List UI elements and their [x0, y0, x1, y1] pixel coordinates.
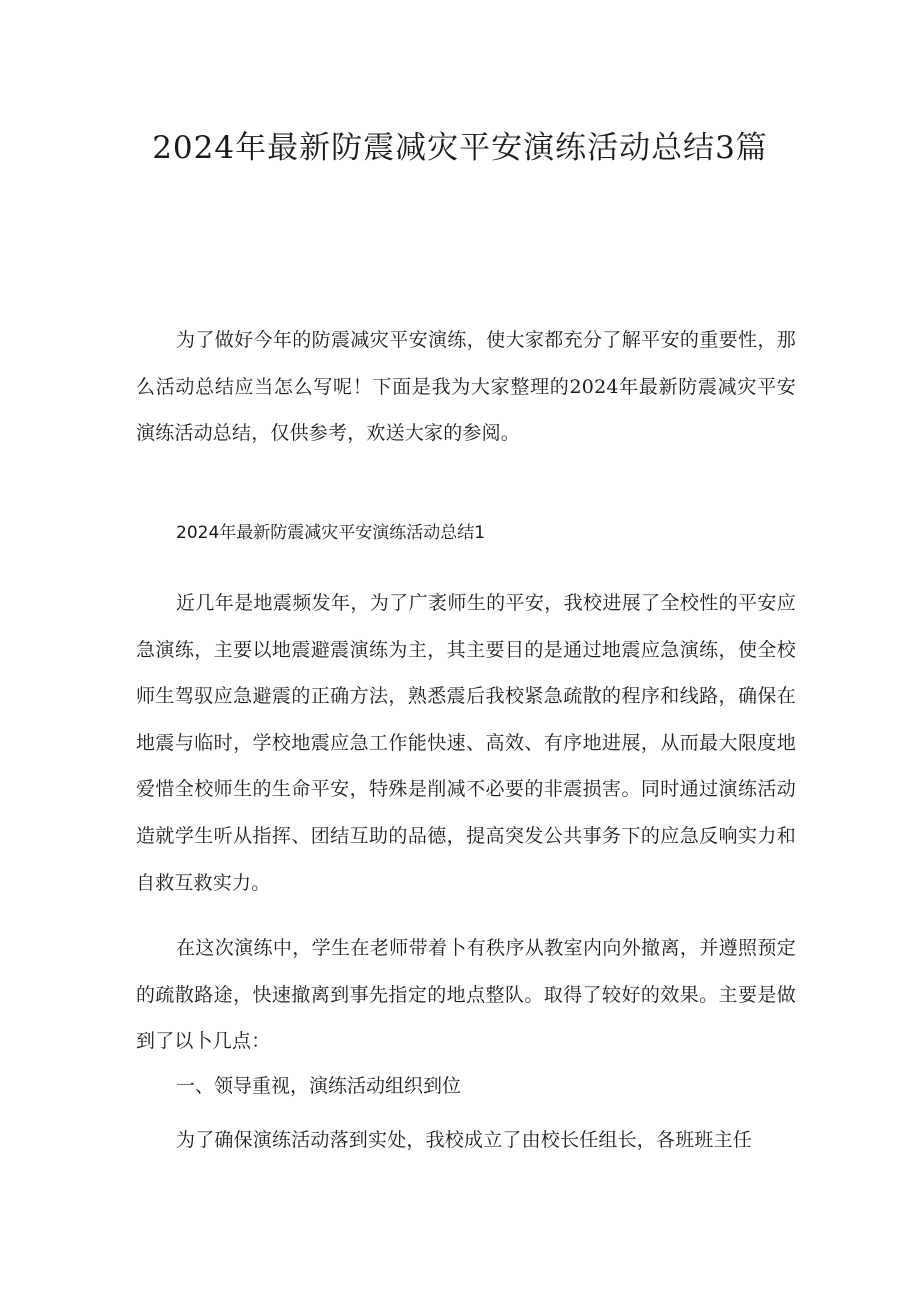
body-paragraph-1: 近几年是地震频发年，为了广袤师生的平安，我校进展了全校性的平安应急演练，主要以地震避震演练为主，其主要目的是通过地震应急演练，使全校师生驾驭应急避震的正确方法，熟悉震后我校紧急疏散的程序和线路，确保在地震与临时，学校地震应急工作能快速、高效、有序地进展，从而最大限度地爱惜全校师生的生命平安，特殊是削减不必要的非震损害。同时通过演练活动造就学生听从指挥、团结互助的品德，提高突发公共事务下的应急反响实力和自救互救实力。 — [136, 592, 796, 894]
subheading-1: 一、领导重视，演练活动组织到位 — [176, 1075, 462, 1097]
body-paragraph-2: 在这次演练中，学生在老师带着卜有秩序从教室内向外撤离，并遵照预定的疏散路途，快速撤离到事先指定的地点整队。取得了较好的效果。主要是做到了以卜几点： — [136, 937, 796, 1053]
section-title: 2024年最新防震减灾平安演练活动总结1 — [176, 523, 486, 543]
intro-paragraph: 为了做好今年的防震减灾平安演练，使大家都充分了解平安的重要性，那么活动总结应当怎么写呢！下面是我为大家整理的2024年最新防震减灾平安演练活动总结，仅供参考，欢送大家的参阅。 — [136, 329, 796, 445]
body-paragraph-3: 为了确保演练活动落到实处，我校成立了由校长任组长，各班班主任 — [176, 1129, 753, 1151]
document-title: 2024年最新防震减灾平安演练活动总结3篇 — [152, 130, 768, 166]
